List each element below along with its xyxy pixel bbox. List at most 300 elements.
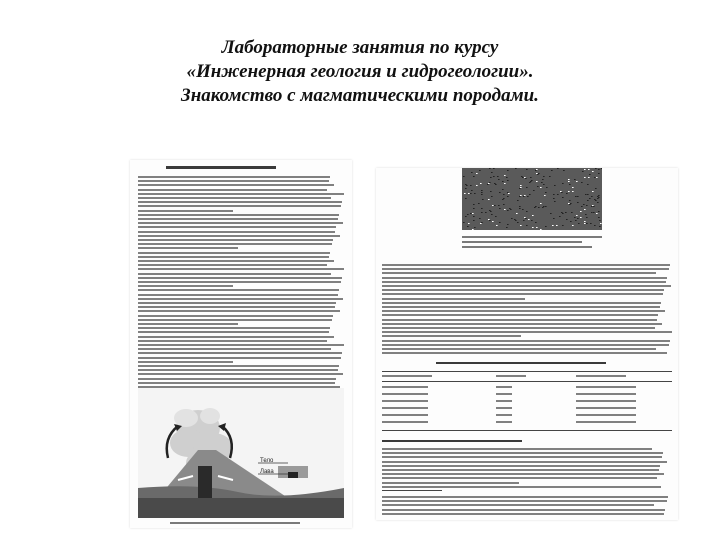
speckle [491, 172, 493, 173]
speckle [523, 196, 525, 197]
table-header-cell [382, 375, 432, 377]
speckle [515, 220, 517, 221]
speckle [562, 225, 564, 226]
speckle [574, 217, 576, 218]
speckle [504, 175, 506, 176]
speckle [493, 176, 495, 177]
speckle [561, 212, 563, 213]
speckle [563, 170, 565, 171]
text-line [138, 222, 343, 224]
text-line [382, 314, 658, 316]
speckle [499, 208, 501, 209]
speckle [465, 198, 467, 199]
speckle [536, 227, 538, 228]
speckle [551, 170, 553, 171]
speckle [507, 170, 509, 171]
figure-caption [170, 522, 300, 524]
speckle [506, 177, 508, 178]
speckle [481, 212, 483, 213]
text-line [138, 323, 238, 325]
speckle [572, 187, 574, 188]
speckle [502, 189, 504, 190]
speckle [598, 195, 600, 196]
speckle [490, 191, 492, 192]
text-line [138, 218, 338, 220]
text-line [382, 277, 667, 279]
speckle [544, 195, 546, 196]
speckle [535, 206, 537, 207]
speckle [466, 185, 468, 186]
speckle [569, 200, 571, 201]
speckle [524, 217, 526, 218]
speckle [488, 219, 490, 220]
speckle [540, 203, 542, 204]
speckle [560, 191, 562, 192]
text-line [138, 378, 336, 380]
speckle [569, 204, 571, 205]
text-line [382, 298, 525, 300]
table-cell [382, 407, 428, 409]
speckle [474, 227, 476, 228]
speckle [516, 213, 518, 214]
speckle [538, 173, 540, 174]
speckle [550, 213, 552, 214]
speckle [533, 190, 535, 191]
text-line [382, 289, 664, 291]
speckle [495, 184, 497, 185]
speckle [575, 220, 577, 221]
text-line [138, 205, 341, 207]
speckle [465, 216, 467, 217]
speckle [537, 174, 539, 175]
speckle [503, 198, 505, 199]
speckle [499, 192, 501, 193]
photo-caption-3 [462, 246, 592, 248]
text-line [138, 252, 330, 254]
speckle [526, 187, 528, 188]
speckle [504, 183, 506, 184]
speckle [596, 177, 598, 178]
text-line [382, 509, 665, 511]
speckle [499, 222, 501, 223]
speckle [511, 218, 513, 219]
speckle [493, 168, 495, 169]
speckle [506, 227, 508, 228]
speckle [465, 184, 467, 185]
table-header-rule [382, 381, 672, 382]
speckle [584, 209, 586, 210]
speckle [526, 225, 528, 226]
speckle [522, 209, 524, 210]
text-line [138, 260, 334, 262]
speckle [535, 222, 537, 223]
speckle [494, 205, 496, 206]
speckle [591, 206, 593, 207]
speckle [520, 187, 522, 188]
speckle [540, 187, 542, 188]
text-line [138, 382, 335, 384]
speckle [545, 192, 547, 193]
text-line [382, 448, 652, 450]
speckle [536, 169, 538, 170]
speckle [521, 176, 523, 177]
text-line [138, 264, 327, 266]
text-line [382, 486, 661, 488]
speckle [541, 182, 543, 183]
speckle [549, 176, 551, 177]
speckle [502, 199, 504, 200]
speckle [473, 176, 475, 177]
title-line-2: «Инженерная геология и гидрогеологии». [186, 61, 534, 82]
speckle [489, 210, 491, 211]
speckle [534, 207, 536, 208]
speckle [588, 169, 590, 170]
text-line [138, 184, 334, 186]
text-line [138, 294, 338, 296]
speckle [491, 214, 493, 215]
speckle [519, 196, 521, 197]
figure-label-body: Тело [260, 458, 274, 464]
speckle [562, 183, 564, 184]
speckle [575, 196, 577, 197]
title-line-3: Знакомство с магматическими породами. [181, 85, 539, 106]
speckle [566, 219, 568, 220]
speckle [515, 168, 517, 169]
photo-caption-2 [462, 241, 582, 243]
speckle [554, 185, 556, 186]
speckle [528, 219, 530, 220]
text-line [138, 365, 339, 367]
speckle [517, 222, 519, 223]
speckle [485, 212, 487, 213]
table-header-cell [496, 375, 526, 377]
speckle [568, 191, 570, 192]
text-line [382, 319, 657, 321]
speckle [598, 197, 600, 198]
speckle [536, 181, 538, 182]
speckle [562, 213, 564, 214]
speckle [476, 185, 478, 186]
text-line [138, 226, 336, 228]
speckle [472, 213, 474, 214]
speckle [508, 193, 510, 194]
text-line [138, 331, 329, 333]
speckle [481, 190, 483, 191]
speckle [598, 173, 600, 174]
speckle [584, 221, 586, 222]
speckle [598, 217, 600, 218]
text-line [138, 310, 340, 312]
text-line [382, 264, 670, 266]
speckle [476, 173, 478, 174]
speckle [578, 223, 580, 224]
title-line-1: Лабораторные занятия по курсу [221, 37, 499, 58]
speckle [524, 195, 526, 196]
speckle [586, 205, 588, 206]
table-cell [382, 400, 428, 402]
speckle [519, 188, 521, 189]
speckle [468, 193, 470, 194]
text-line [138, 176, 330, 178]
speckle [481, 208, 483, 209]
speckle [583, 204, 585, 205]
speckle [590, 223, 592, 224]
speckle [553, 194, 555, 195]
speckle [522, 177, 524, 178]
speckle [591, 196, 593, 197]
speckle [587, 200, 589, 201]
speckle [531, 180, 533, 181]
speckle [594, 225, 596, 226]
speckle [584, 177, 586, 178]
speckle [489, 220, 491, 221]
speckle [599, 220, 601, 221]
speckle [520, 195, 522, 196]
text-line [382, 469, 659, 471]
speckle [492, 221, 494, 222]
speckle [532, 227, 534, 228]
speckle [519, 206, 521, 207]
speckle [553, 218, 555, 219]
speckle [465, 188, 467, 189]
speckle [503, 194, 505, 195]
text-line [382, 302, 661, 304]
speckle [463, 176, 465, 177]
text-line [382, 323, 662, 325]
speckle [507, 224, 509, 225]
speckle [556, 225, 558, 226]
speckle [473, 216, 475, 217]
speckle [597, 202, 599, 203]
speckle [470, 213, 472, 214]
table-cell [496, 400, 512, 402]
speckle [492, 205, 494, 206]
text-line [382, 285, 671, 287]
speckle [473, 204, 475, 205]
features-heading [382, 440, 522, 442]
speckle [504, 209, 506, 210]
speckle [507, 196, 509, 197]
speckle [597, 196, 599, 197]
text-line [382, 461, 667, 463]
speckle [587, 184, 589, 185]
text-line [382, 268, 669, 270]
speckle [536, 173, 538, 174]
text-line [382, 500, 667, 502]
speckle [587, 194, 589, 195]
page-heading [166, 166, 276, 169]
text-line [382, 327, 655, 329]
table-cell [496, 414, 512, 416]
text-line [138, 247, 238, 249]
text-line [138, 340, 327, 342]
speckle [537, 186, 539, 187]
speckle [568, 179, 570, 180]
speckle [580, 217, 582, 218]
speckle [525, 218, 527, 219]
text-line [138, 281, 341, 283]
text-line [138, 235, 340, 237]
text-line [138, 210, 233, 212]
speckle [507, 192, 509, 193]
speckle [577, 202, 579, 203]
volcano-diagram [138, 388, 344, 518]
speckle [473, 220, 475, 221]
speckle [478, 203, 480, 204]
speckle [480, 183, 482, 184]
text-line [138, 189, 327, 191]
speckle [523, 220, 525, 221]
speckle [519, 208, 521, 209]
speckle [572, 225, 574, 226]
speckle [468, 223, 470, 224]
text-line [382, 272, 656, 274]
speckle [584, 223, 586, 224]
table-cell [496, 393, 512, 395]
speckle [496, 225, 498, 226]
text-line [138, 256, 329, 258]
text-line [382, 348, 656, 350]
speckle [557, 168, 559, 169]
speckle [530, 177, 532, 178]
speckle [467, 226, 469, 227]
speckle [576, 181, 578, 182]
table-cell [576, 393, 636, 395]
speckle [591, 212, 593, 213]
speckle [592, 205, 594, 206]
speckle [495, 216, 497, 217]
speckle [592, 191, 594, 192]
table-header-cell [576, 375, 626, 377]
text-line [138, 373, 343, 375]
speckle [487, 184, 489, 185]
speckle [510, 209, 512, 210]
speckle [503, 204, 505, 205]
speckle [520, 225, 522, 226]
speckle [480, 223, 482, 224]
speckle [594, 177, 596, 178]
speckle [473, 208, 475, 209]
text-line [382, 504, 654, 506]
text-line [382, 335, 521, 337]
speckle [531, 220, 533, 221]
text-line [382, 477, 657, 479]
speckle [585, 194, 587, 195]
text-line [382, 281, 666, 283]
table-cell [382, 393, 428, 395]
speckle [482, 199, 484, 200]
speckle [491, 196, 493, 197]
speckle [584, 169, 586, 170]
speckle [502, 181, 504, 182]
speckle [576, 215, 578, 216]
speckle [471, 190, 473, 191]
speckle [532, 215, 534, 216]
table-cell [496, 407, 512, 409]
speckle [574, 179, 576, 180]
speckle [570, 221, 572, 222]
speckle [467, 214, 469, 215]
text-line [138, 243, 332, 245]
speckle [526, 211, 528, 212]
speckle [598, 169, 600, 170]
speckle [529, 182, 531, 183]
text-line [138, 348, 331, 350]
speckle [470, 193, 472, 194]
speckle [595, 200, 597, 201]
speckle [577, 218, 579, 219]
speckle [582, 171, 584, 172]
speckle [514, 219, 516, 220]
speckle [593, 206, 595, 207]
speckle [488, 199, 490, 200]
speckle [535, 170, 537, 171]
speckle [517, 200, 519, 201]
speckle [490, 211, 492, 212]
speckle [599, 226, 601, 227]
speckle [600, 223, 602, 224]
text-line [138, 306, 335, 308]
table-title [436, 362, 606, 364]
table-cell [382, 414, 428, 416]
speckle [489, 182, 491, 183]
text-line [138, 369, 338, 371]
scanned-page-right [376, 168, 678, 520]
speckle [543, 184, 545, 185]
speckle [565, 212, 567, 213]
speckle [538, 207, 540, 208]
speckle [589, 198, 591, 199]
speckle [554, 201, 556, 202]
text-line [138, 285, 233, 287]
slide-title [60, 36, 660, 108]
text-line [138, 361, 233, 363]
speckle [592, 171, 594, 172]
speckle [586, 223, 588, 224]
speckle [552, 225, 554, 226]
speckle [507, 210, 509, 211]
speckle [595, 188, 597, 189]
table-cell [496, 386, 512, 388]
table-cell [576, 421, 636, 423]
speckle [553, 198, 555, 199]
speckle [595, 168, 597, 169]
speckle [481, 194, 483, 195]
speckle [570, 203, 572, 204]
text-line [382, 452, 663, 454]
speckle [594, 199, 596, 200]
table-cell [496, 421, 512, 423]
text-line [138, 352, 342, 354]
speckle [569, 184, 571, 185]
table-cell [382, 386, 428, 388]
speckle [577, 196, 579, 197]
text-line [382, 340, 670, 342]
speckle [474, 193, 476, 194]
speckle [509, 208, 511, 209]
speckle [507, 180, 509, 181]
text-line [382, 344, 669, 346]
text-line [382, 306, 660, 308]
text-line [382, 352, 667, 354]
table-cell [576, 407, 636, 409]
speckle [526, 169, 528, 170]
speckle [598, 211, 600, 212]
speckle [464, 193, 466, 194]
speckle [540, 229, 542, 230]
speckle [489, 168, 491, 169]
speckle [479, 170, 481, 171]
